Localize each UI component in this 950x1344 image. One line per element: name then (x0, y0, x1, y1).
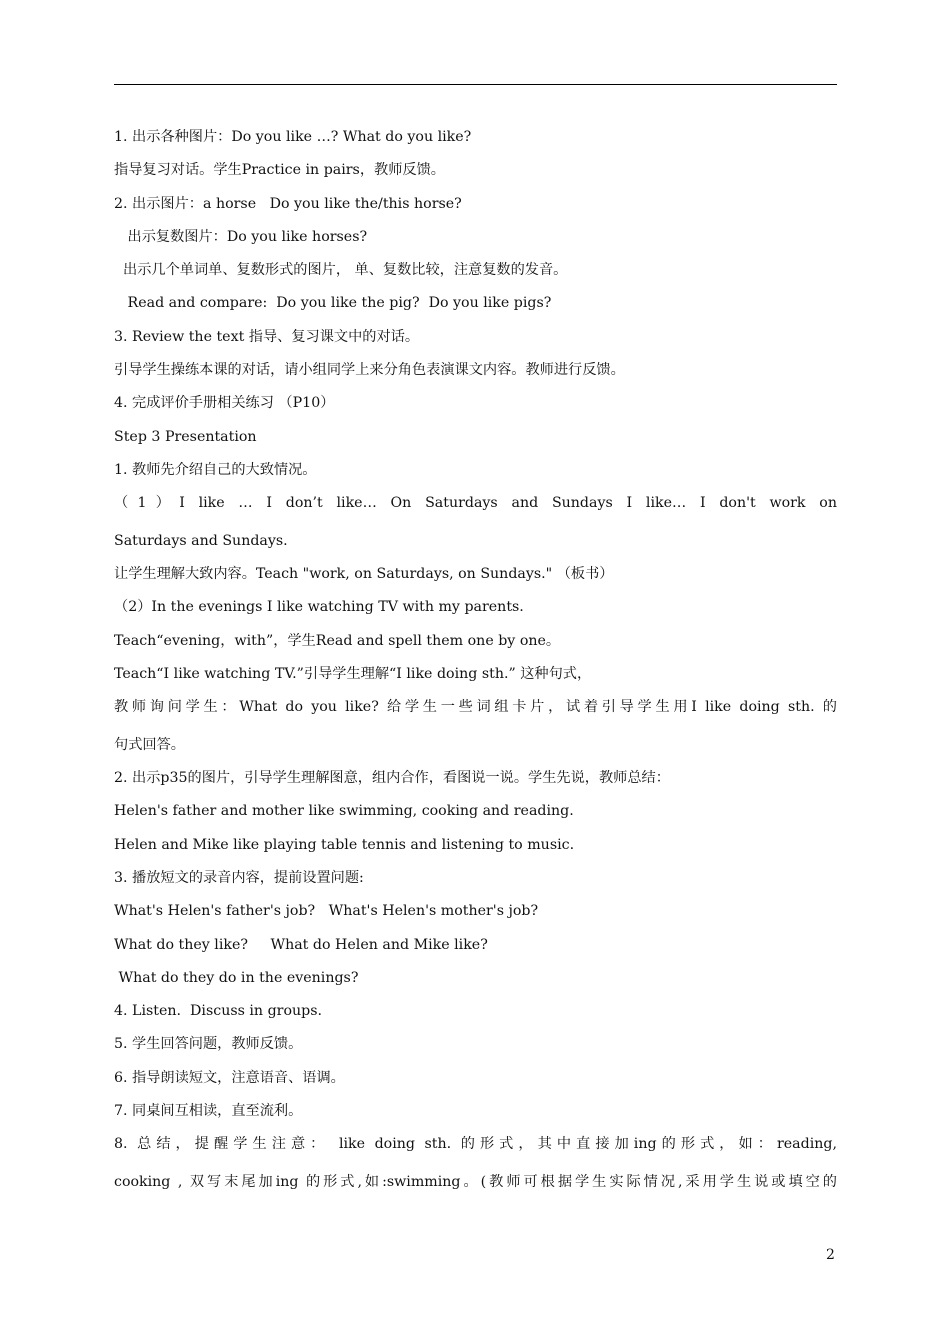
text-line: Read and compare: Do you like the pig? Do you like pigs? (114, 295, 552, 312)
text-line: 4. 完成评价手册相关练习 （P10） (114, 395, 335, 412)
text-line: Teach“I like watching TV.”引导学生理解“I like doing sth.” 这种句式， (114, 665, 592, 682)
text-line: Saturdays and Sundays. (114, 532, 288, 549)
text-line: 2. 出示p35的图片，引导学生理解图意，组内合作，看图说一说。学生先说，教师总结： (114, 770, 670, 787)
text-line: 7. 同桌间互相读，直至流利。 (114, 1103, 303, 1120)
text-line: 5. 学生回答问题，教师反馈。 (114, 1036, 303, 1053)
text-line: What's Helen's father's job? What's Helen's mother's job? (114, 903, 539, 920)
text-line: 句式回答。 (114, 736, 185, 753)
text-line: Helen's father and mother like swimming, cooking and reading. (114, 803, 574, 820)
text-line: 1. 出示各种图片：Do you like …? What do you like? (114, 129, 472, 145)
text-line: 教师询问学生：What do you like? 给学生一些词组卡片，试着引导学生用I like doing sth. 的 (114, 699, 837, 716)
text-line: 让学生理解大致内容。Teach "work, on Saturdays, on Sundays." （板书） (114, 566, 614, 583)
text-line: 出示几个单词单、复数形式的图片， 单、复数比较，注意复数的发音。 (114, 262, 568, 279)
text-line: What do they do in the evenings? (114, 969, 359, 986)
text-line: 指导复习对话。学生Practice in pairs，教师反馈。 (114, 162, 445, 179)
text-line: 引导学生操练本课的对话，请小组同学上来分角色表演课文内容。教师进行反馈。 (114, 362, 625, 379)
text-line: Teach“evening，with”，学生Read and spell them one by one。 (114, 632, 561, 649)
section-heading: Step 3 Presentation (114, 428, 257, 445)
text-line: （1）I like … I don’t like… On Saturdays and Sundays I like… I don't work on (114, 495, 837, 512)
text-line: 8. 总结，提醒学生注意： like doing sth. 的形式，其中直接加ing的形式，如：reading, (114, 1136, 837, 1153)
document-body (114, 126, 837, 1208)
text-line: 出示复数图片：Do you like horses? (114, 228, 368, 245)
text-line: 2. 出示图片：a horse Do you like the/this horse? (114, 195, 462, 212)
text-line: cooking , 双写末尾加ing 的形式,如:swimming。(教师可根据学生实际情况,采用学生说或填空的 (114, 1173, 837, 1190)
text-line: 3. Review the text 指导、复习课文中的对话。 (114, 328, 420, 345)
text-line: 6. 指导朗读短文，注意语音、语调。 (114, 1069, 345, 1086)
header-rule (114, 84, 837, 85)
text-line: （2）In the evenings I like watching TV with my parents. (114, 599, 524, 616)
text-line: What do they like? What do Helen and Mike like? (114, 936, 488, 953)
text-line: 3. 播放短文的录音内容，提前设置问题: (114, 869, 364, 886)
page-number: 2 (826, 1247, 835, 1263)
text-line: Helen and Mike like playing table tennis and listening to music. (114, 836, 575, 853)
text-line: 4. Listen. Discuss in groups. (114, 1003, 322, 1020)
text-line: 1. 教师先介绍自己的大致情况。 (114, 461, 317, 478)
